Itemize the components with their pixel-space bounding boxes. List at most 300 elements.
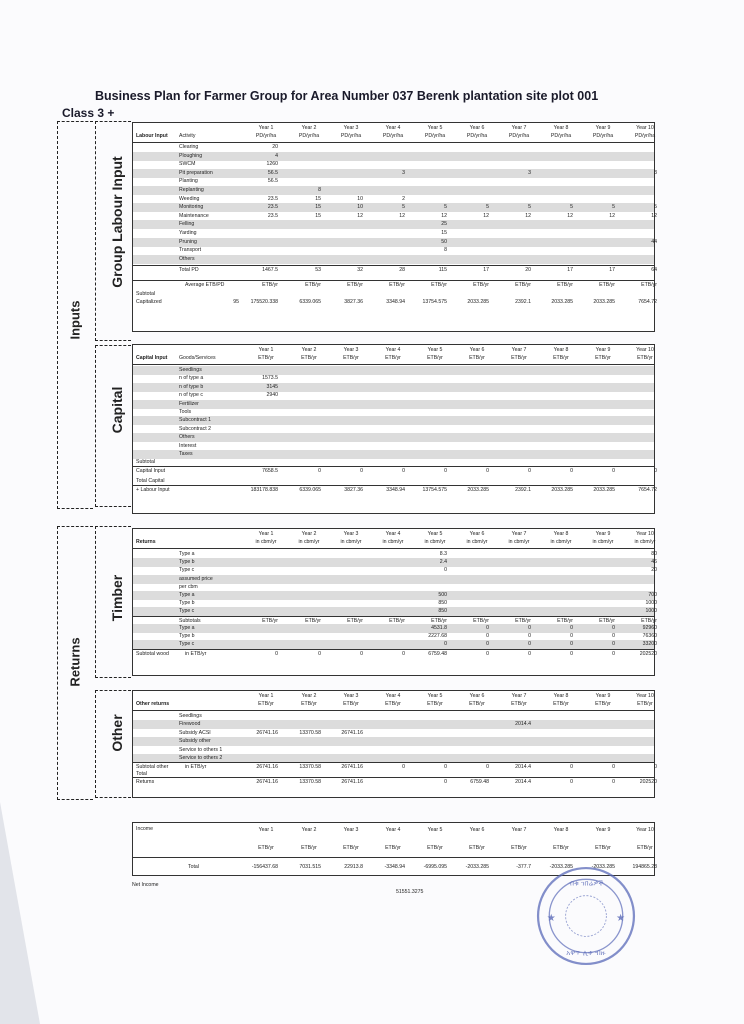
row-label: Total PD bbox=[179, 267, 199, 274]
year-header: Year 5 bbox=[427, 347, 443, 353]
cell-value: 76360 bbox=[642, 633, 657, 640]
avg-etb-row bbox=[133, 280, 657, 290]
cell-value: 32 bbox=[357, 267, 363, 274]
total-label: Total bbox=[136, 771, 147, 778]
cell-value: 4531.8 bbox=[431, 625, 447, 631]
cell-value: 0 bbox=[528, 625, 531, 631]
cell-value: 0 bbox=[444, 764, 447, 771]
row-label: Type c bbox=[179, 567, 195, 574]
unit-header: in cbm/yr bbox=[508, 539, 530, 545]
cell-value: 0 bbox=[570, 764, 573, 771]
cell-value: 0 bbox=[612, 633, 615, 640]
cell-value: 700 bbox=[648, 592, 657, 598]
capitalized-row bbox=[133, 298, 657, 307]
row-label: Seedlings bbox=[179, 367, 202, 373]
unit-header: ETB/yr bbox=[469, 355, 485, 361]
cell-value: 0 bbox=[612, 764, 615, 771]
row-label: assumed price bbox=[179, 575, 213, 582]
net-income-value: 51551.3275 bbox=[396, 889, 424, 895]
year-header: Year 2 bbox=[301, 693, 317, 699]
cell-value: 0 bbox=[360, 468, 363, 475]
cell-value: 17 bbox=[567, 267, 573, 274]
unit-header: ETB/yr bbox=[553, 845, 569, 851]
cell-value: 5 bbox=[444, 204, 447, 211]
cell-value: 2227.68 bbox=[428, 633, 447, 640]
avg-value: 95 bbox=[233, 299, 239, 306]
capital-label: Capital bbox=[109, 386, 125, 434]
cell-value: 8 bbox=[318, 187, 321, 193]
cell-value: 2033.285 bbox=[551, 487, 573, 494]
cell-value: 0 bbox=[612, 641, 615, 648]
row-label: Type c bbox=[179, 641, 195, 648]
cell-value: -156437.68 bbox=[251, 864, 278, 870]
unit-header: ETB/yr bbox=[511, 355, 527, 361]
year-header: Year 2 bbox=[301, 827, 317, 833]
unit-header: ETB/yr bbox=[385, 355, 401, 361]
subtotal-wood-row bbox=[133, 649, 657, 659]
other-returns-table bbox=[132, 690, 655, 798]
cell-value: 202520 bbox=[639, 779, 657, 786]
cell-value: ETB/yr bbox=[431, 282, 447, 289]
cell-value: 5 bbox=[486, 204, 489, 211]
unit-header: ETB/yr bbox=[427, 845, 443, 851]
cell-value: 15 bbox=[441, 230, 447, 236]
unit-header: ETB/yr bbox=[511, 701, 527, 707]
cell-value: 2 bbox=[402, 195, 405, 202]
section-header: Capital Input bbox=[136, 355, 168, 361]
cell-value: 0 bbox=[486, 625, 489, 631]
cell-value: 0 bbox=[360, 650, 363, 657]
cell-value: 2940 bbox=[266, 392, 278, 399]
cell-value: -6995.095 bbox=[423, 864, 447, 870]
cell-value: 2033.285 bbox=[467, 487, 489, 494]
cell-value: 3145 bbox=[266, 383, 278, 390]
cell-value: 56.5 bbox=[267, 169, 278, 176]
year-header: Year 7 bbox=[511, 693, 527, 699]
cell-value: 202520 bbox=[639, 650, 657, 657]
header-rule bbox=[133, 364, 654, 365]
cell-value: 0 bbox=[528, 468, 531, 475]
cell-value: ETB/yr bbox=[515, 617, 531, 624]
inputs-label: Inputs bbox=[67, 300, 83, 340]
cell-value: 5 bbox=[654, 204, 657, 211]
cell-value: 33200 bbox=[642, 641, 657, 648]
unit-header: ETB/yr bbox=[637, 845, 653, 851]
cell-value: 92960 bbox=[642, 625, 657, 631]
unit-header: ETB/yr bbox=[427, 701, 443, 707]
cell-value: 3827.36 bbox=[344, 299, 363, 306]
cell-value: ETB/yr bbox=[262, 617, 278, 624]
row-label: Subtotal wood bbox=[136, 650, 169, 657]
cell-value: 8 bbox=[444, 247, 447, 254]
unit-header: PD/yr/ha bbox=[382, 133, 404, 139]
cell-value: 0 bbox=[486, 468, 489, 475]
year-header: Year 9 bbox=[595, 347, 611, 353]
row-label: Subtotals bbox=[179, 617, 201, 624]
cell-value: 0 bbox=[612, 650, 615, 657]
cell-value: 2033.285 bbox=[593, 299, 615, 306]
cell-value: 2033.285 bbox=[467, 299, 489, 306]
row-label: Pruning bbox=[179, 238, 197, 245]
row-label: Transport bbox=[179, 247, 202, 254]
cell-value: ETB/yr bbox=[473, 282, 489, 289]
unit-header: ETB/yr bbox=[637, 355, 653, 361]
unit-header: ETB/yr bbox=[553, 701, 569, 707]
cell-value: 2014.4 bbox=[515, 721, 531, 728]
returns-label: Returns bbox=[67, 637, 83, 687]
capital-item-row bbox=[133, 450, 654, 459]
year-header: Year 7 bbox=[511, 347, 527, 353]
cell-value: 0 bbox=[570, 633, 573, 640]
cell-value: 23.5 bbox=[267, 195, 278, 202]
year-header: Year 3 bbox=[343, 693, 359, 699]
year-header: Year 3 bbox=[343, 531, 359, 537]
year-header: Year 4 bbox=[385, 531, 401, 537]
year-header: Year 9 bbox=[595, 693, 611, 699]
cell-value: 2392.1 bbox=[515, 299, 531, 306]
cell-value: ETB/yr bbox=[389, 617, 405, 624]
cell-value: 0 bbox=[570, 625, 573, 631]
year-header: Year 3 bbox=[343, 125, 359, 131]
cell-value: 0 bbox=[275, 650, 278, 657]
capital-subtotal-row bbox=[133, 466, 657, 476]
cell-value: ETB/yr bbox=[641, 617, 657, 624]
year-header: Year 10 bbox=[636, 693, 654, 699]
cell-value: 0 bbox=[486, 764, 489, 771]
cell-value: 3 bbox=[654, 169, 657, 176]
row-label: Monitoring bbox=[179, 204, 204, 211]
cell-value: 0 bbox=[528, 650, 531, 657]
cell-value: 6759.48 bbox=[470, 779, 489, 786]
cell-value: 0 bbox=[402, 764, 405, 771]
cell-value: 50 bbox=[441, 238, 447, 245]
cell-value: 0 bbox=[318, 650, 321, 657]
year-header: Year 4 bbox=[385, 125, 401, 131]
capital-table bbox=[132, 344, 655, 514]
cell-value: 46 bbox=[651, 559, 657, 566]
cell-value: 15 bbox=[315, 195, 321, 202]
subtotal-other-row bbox=[133, 762, 657, 772]
row-label: Replanting bbox=[179, 187, 204, 193]
row-label: Taxes bbox=[179, 451, 193, 457]
unit-header: ETB/yr bbox=[301, 355, 317, 361]
row-label: Others bbox=[179, 434, 195, 441]
row-label: Firewood bbox=[179, 721, 201, 728]
cell-value: 23.5 bbox=[267, 212, 278, 219]
unit-header: ETB/yr bbox=[637, 701, 653, 707]
row-label: Capitalized bbox=[136, 299, 162, 306]
year-header: Year 9 bbox=[595, 531, 611, 537]
cell-value: 6339.065 bbox=[299, 487, 321, 494]
cell-value: 15 bbox=[315, 204, 321, 211]
unit-header: PD/yr/ha bbox=[508, 133, 530, 139]
wood-unit: in ETB/yr bbox=[185, 650, 207, 657]
unit-header: in cbm/yr bbox=[634, 539, 656, 545]
year-header: Year 2 bbox=[301, 125, 317, 131]
cell-value: 6339.065 bbox=[299, 299, 321, 306]
year-header: Year 10 bbox=[636, 531, 654, 537]
cell-value: 22913.8 bbox=[344, 864, 363, 870]
cell-value: 0 bbox=[528, 641, 531, 648]
svg-text:ብቁ ገበሬዎች: ብቁ ገበሬዎች bbox=[568, 878, 604, 888]
year-header: Year 1 bbox=[258, 347, 274, 353]
row-label: SWCM bbox=[179, 161, 196, 168]
cell-value: ETB/yr bbox=[557, 282, 573, 289]
cell-value: 26741.16 bbox=[341, 764, 363, 771]
cell-value: 2033.285 bbox=[551, 299, 573, 306]
year-header: Year 6 bbox=[469, 693, 485, 699]
cell-value: 175520.338 bbox=[250, 299, 278, 306]
cell-value: 13370.58 bbox=[299, 729, 321, 736]
cell-value: 0 bbox=[318, 468, 321, 475]
total-label: Total Capital bbox=[136, 478, 165, 485]
unit-header: ETB/yr bbox=[595, 355, 611, 361]
year-header: Year 7 bbox=[511, 125, 527, 131]
cell-value: 53 bbox=[315, 267, 321, 274]
cell-value: 1260 bbox=[266, 161, 278, 168]
year-header: Year 6 bbox=[469, 531, 485, 537]
unit-header: in cbm/yr bbox=[298, 539, 320, 545]
unit-header: ETB/yr bbox=[469, 845, 485, 851]
unit-header: in cbm/yr bbox=[550, 539, 572, 545]
year-header: Year 9 bbox=[595, 125, 611, 131]
timber-table bbox=[132, 528, 655, 676]
year-header: Year 8 bbox=[553, 693, 569, 699]
unit-header: PD/yr/ha bbox=[340, 133, 362, 139]
year-header: Year 5 bbox=[427, 531, 443, 537]
cell-value: 3348.94 bbox=[386, 299, 405, 306]
row-label: Subsidy other bbox=[179, 738, 211, 745]
year-header: Year 8 bbox=[553, 531, 569, 537]
cell-value: 5 bbox=[570, 204, 573, 211]
cell-value: 3827.36 bbox=[344, 487, 363, 494]
year-header: Year 8 bbox=[553, 827, 569, 833]
cell-value: 13754.575 bbox=[422, 487, 447, 494]
year-header: Year 1 bbox=[258, 531, 274, 537]
unit-header: PD/yr/ha bbox=[298, 133, 320, 139]
net-income-label: Net Income bbox=[132, 882, 159, 888]
cell-value: 13754.575 bbox=[422, 299, 447, 306]
cell-value: 7031.515 bbox=[299, 864, 321, 870]
row-label: Tools bbox=[179, 409, 192, 415]
cell-value: 2014.4 bbox=[515, 764, 531, 771]
cell-value: 10 bbox=[357, 204, 363, 211]
unit-header: ETB/yr bbox=[343, 355, 359, 361]
year-header: Year 4 bbox=[385, 347, 401, 353]
cell-value: 12 bbox=[399, 212, 405, 219]
cell-value: 115 bbox=[438, 267, 447, 274]
year-header: Year 3 bbox=[343, 347, 359, 353]
cell-value: -2033.285 bbox=[465, 864, 489, 870]
row-label: n of type b bbox=[179, 383, 204, 390]
row-label: Subsidy ACSI bbox=[179, 729, 211, 736]
document-title: Business Plan for Farmer Group for Area Number 037 Berenk plantation site plot 001 bbox=[95, 89, 599, 103]
row-label: n of type c bbox=[179, 392, 203, 399]
unit-header: ETB/yr bbox=[385, 845, 401, 851]
cell-value: ETB/yr bbox=[599, 617, 615, 624]
section-header: Labour Input bbox=[136, 133, 168, 139]
year-header: Year 8 bbox=[553, 125, 569, 131]
year-header: Year 6 bbox=[469, 125, 485, 131]
cell-value: 20 bbox=[272, 144, 278, 150]
cell-value: 7654.72 bbox=[638, 487, 657, 494]
unit-header: ETB/yr bbox=[385, 701, 401, 707]
year-header: Year 4 bbox=[385, 693, 401, 699]
row-label: Seedlings bbox=[179, 713, 202, 719]
cell-value: 2392.1 bbox=[515, 487, 531, 494]
row-label: Ploughing bbox=[179, 152, 203, 159]
year-header: Year 10 bbox=[636, 827, 654, 833]
cell-value: -377.7 bbox=[516, 864, 531, 870]
total-capital-row bbox=[133, 485, 657, 495]
cell-value: 0 bbox=[612, 468, 615, 475]
year-header: Year 5 bbox=[427, 827, 443, 833]
cell-value: 15 bbox=[315, 212, 321, 219]
cell-value: 500 bbox=[438, 592, 447, 598]
cell-value: ETB/yr bbox=[262, 282, 278, 289]
cell-value: ETB/yr bbox=[347, 617, 363, 624]
cell-value: ETB/yr bbox=[305, 282, 321, 289]
class-label: Class 3 + bbox=[62, 106, 115, 120]
section-header: Other returns bbox=[136, 701, 170, 707]
cell-value: 5 bbox=[612, 204, 615, 211]
cell-value: ETB/yr bbox=[641, 282, 657, 289]
section-header: Returns bbox=[136, 539, 156, 545]
cell-value: 5 bbox=[402, 204, 405, 211]
cell-value: 2033.285 bbox=[593, 487, 615, 494]
svg-text:★: ★ bbox=[546, 913, 556, 925]
cell-value: 64 bbox=[651, 267, 657, 274]
cell-value: 0 bbox=[402, 468, 405, 475]
row-label: Type a bbox=[179, 592, 195, 598]
timber-label: Timber bbox=[109, 574, 125, 622]
cell-value: ETB/yr bbox=[599, 282, 615, 289]
cell-value: 3 bbox=[528, 169, 531, 176]
folded-corner bbox=[0, 802, 40, 1024]
year-header: Year 6 bbox=[469, 347, 485, 353]
year-header: Year 7 bbox=[511, 827, 527, 833]
row-label: Total bbox=[188, 864, 199, 870]
cell-value: ETB/yr bbox=[557, 617, 573, 624]
cell-value: 7658.5 bbox=[262, 468, 278, 475]
cell-value: -2033.285 bbox=[591, 864, 615, 870]
year-header: Year 2 bbox=[301, 347, 317, 353]
cell-value: 3348.94 bbox=[386, 487, 405, 494]
row-label: Clearing bbox=[179, 144, 199, 150]
cell-value: ETB/yr bbox=[305, 617, 321, 624]
cell-value: 44 bbox=[651, 238, 657, 245]
cell-value: 0 bbox=[570, 650, 573, 657]
unit-header: in cbm/yr bbox=[592, 539, 614, 545]
unit-header: ETB/yr bbox=[258, 845, 274, 851]
cell-value: 0 bbox=[528, 633, 531, 640]
cell-value: 12 bbox=[441, 212, 447, 219]
subtotal-unit: in ETB/yr bbox=[185, 764, 207, 771]
column-header: Activity bbox=[179, 133, 196, 139]
cell-value: 0 bbox=[444, 468, 447, 475]
cell-value: ETB/yr bbox=[515, 282, 531, 289]
cell-value: 1573.5 bbox=[262, 375, 278, 382]
cell-value: 20 bbox=[651, 567, 657, 574]
cell-value: 0 bbox=[486, 633, 489, 640]
unit-header: ETB/yr bbox=[595, 845, 611, 851]
cell-value: -2033.285 bbox=[549, 864, 573, 870]
unit-header: ETB/yr bbox=[258, 701, 274, 707]
total-pd-row bbox=[133, 265, 657, 278]
row-label: Subtotal other bbox=[136, 764, 169, 771]
row-label: Capital Input bbox=[136, 468, 166, 475]
cell-value: 0 bbox=[402, 650, 405, 657]
cell-value: ETB/yr bbox=[347, 282, 363, 289]
total-returns-row bbox=[133, 777, 657, 787]
unit-header: ETB/yr bbox=[553, 355, 569, 361]
row-label: Maintenance bbox=[179, 212, 209, 219]
year-header: Year 1 bbox=[258, 125, 274, 131]
cell-value: 26741.16 bbox=[341, 779, 363, 786]
cell-value: 10 bbox=[357, 195, 363, 202]
cell-value: 12 bbox=[651, 212, 657, 219]
labour-table bbox=[132, 122, 655, 332]
year-header: Year 4 bbox=[385, 827, 401, 833]
row-label: Service to others 2 bbox=[179, 755, 223, 761]
cell-value: 850 bbox=[438, 600, 447, 607]
row-label: + Labour Input bbox=[136, 487, 170, 494]
cell-value: 13370.58 bbox=[299, 779, 321, 786]
unit-header: ETB/yr bbox=[343, 701, 359, 707]
row-label: Interest bbox=[179, 442, 197, 449]
cell-value: 4 bbox=[275, 152, 278, 159]
cell-value: 183178.838 bbox=[250, 487, 278, 494]
header-rule bbox=[133, 548, 654, 549]
cell-value: 25 bbox=[441, 221, 447, 228]
unit-header: in cbm/yr bbox=[340, 539, 362, 545]
row-label: Weeding bbox=[179, 195, 200, 202]
section-header: Income bbox=[136, 826, 154, 832]
cell-value: 6759.48 bbox=[428, 650, 447, 657]
unit-header: ETB/yr bbox=[258, 355, 274, 361]
cell-value: 0 bbox=[570, 641, 573, 648]
year-header: Year 5 bbox=[427, 693, 443, 699]
row-label: Type b bbox=[179, 559, 195, 566]
unit-header: PD/yr/ha bbox=[634, 133, 656, 139]
cell-value: 12 bbox=[483, 212, 489, 219]
cell-value: 12 bbox=[567, 212, 573, 219]
cell-value: 7654.72 bbox=[638, 299, 657, 306]
unit-header: ETB/yr bbox=[301, 701, 317, 707]
cell-value: 80 bbox=[651, 551, 657, 557]
unit-header: ETB/yr bbox=[595, 701, 611, 707]
cell-value: 17 bbox=[609, 267, 615, 274]
other-label: Other bbox=[109, 714, 125, 752]
unit-header: in cbm/yr bbox=[255, 539, 277, 545]
unit-header: ETB/yr bbox=[343, 845, 359, 851]
row-label: Service to others 1 bbox=[179, 746, 223, 753]
cell-value: 56.5 bbox=[267, 178, 278, 185]
cell-value: 0 bbox=[486, 650, 489, 657]
year-header: Year 3 bbox=[343, 827, 359, 833]
cell-value: 8.3 bbox=[439, 551, 447, 557]
cell-value: 28 bbox=[399, 267, 405, 274]
cell-value: 1467.5 bbox=[262, 267, 278, 274]
unit-header: PD/yr/ha bbox=[466, 133, 488, 139]
row-label: Subcontract 2 bbox=[179, 425, 212, 432]
row-label: Felling bbox=[179, 221, 195, 228]
row-label: Yarding bbox=[179, 230, 197, 236]
cell-value: 1000 bbox=[645, 608, 657, 615]
activity-row bbox=[133, 255, 654, 264]
row-label: Type c bbox=[179, 608, 195, 615]
cell-value: ETB/yr bbox=[389, 282, 405, 289]
